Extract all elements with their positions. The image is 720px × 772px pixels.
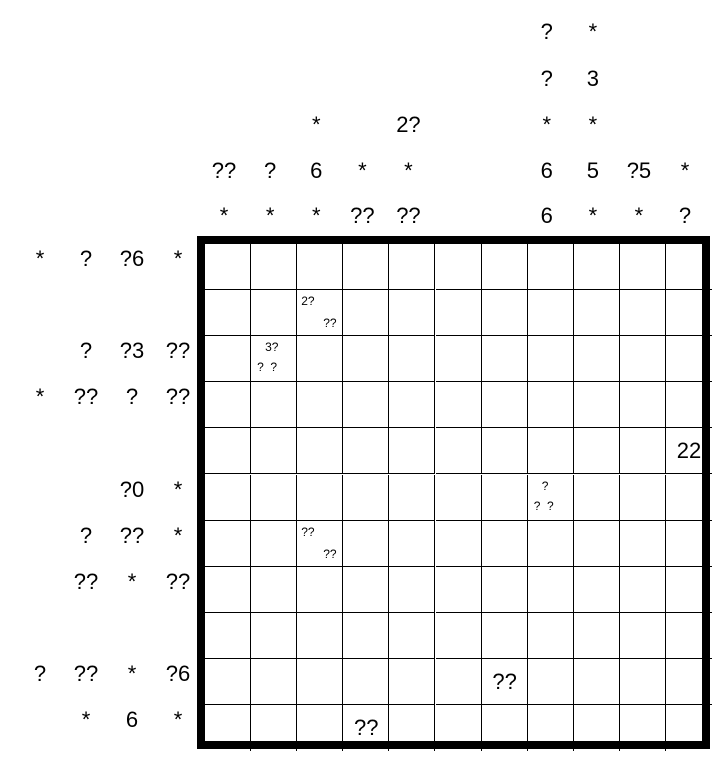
- cell-note: ? ?: [257, 360, 278, 375]
- grid-cell[interactable]: [666, 382, 712, 428]
- grid-cell[interactable]: [482, 382, 528, 428]
- column-clue: ?: [540, 19, 553, 44]
- grid-cell[interactable]: [251, 475, 297, 521]
- grid-cell[interactable]: [297, 475, 343, 521]
- row-clue: ??: [73, 660, 99, 686]
- grid-cell[interactable]: [389, 705, 435, 751]
- column-clue: *: [588, 203, 598, 228]
- grid-cell[interactable]: [666, 659, 712, 705]
- grid-cell[interactable]: [436, 613, 482, 659]
- grid-cell[interactable]: [251, 290, 297, 336]
- grid-cell[interactable]: [574, 521, 620, 567]
- grid-cell[interactable]: [666, 290, 712, 336]
- column-clue: 6: [540, 158, 553, 183]
- row-clue: ??: [165, 338, 191, 364]
- row-clue: ?0: [119, 476, 145, 502]
- column-clue: *: [588, 19, 598, 44]
- grid-cell[interactable]: [343, 613, 389, 659]
- grid-cell[interactable]: [343, 336, 389, 382]
- column-clue: *: [311, 203, 321, 228]
- cell-value: ??: [492, 668, 517, 694]
- column-clue: 5: [586, 158, 599, 183]
- column-clue: *: [311, 112, 321, 137]
- cell-value: ??: [354, 715, 379, 740]
- grid-cell[interactable]: [343, 382, 389, 428]
- column-clue: ??: [350, 203, 375, 228]
- grid-cell[interactable]: [343, 475, 389, 521]
- cell-note: ?: [541, 478, 549, 493]
- column-clue: *: [219, 203, 229, 228]
- grid-cell[interactable]: [205, 613, 251, 659]
- column-clue: ?: [678, 203, 692, 228]
- column-clue: ?: [540, 66, 553, 91]
- grid-cell[interactable]: [205, 521, 251, 567]
- row-clue: *: [127, 568, 137, 594]
- grid-cell[interactable]: [297, 428, 343, 474]
- grid-cell[interactable]: [297, 244, 343, 290]
- row-clue: ?: [33, 660, 47, 686]
- column-clue: ?5: [626, 158, 652, 183]
- row-clue: *: [127, 660, 137, 686]
- grid-cell[interactable]: [297, 705, 343, 751]
- grid-cell[interactable]: [620, 521, 666, 567]
- cell-value: 22: [676, 438, 702, 464]
- grid-cell[interactable]: [482, 705, 528, 751]
- grid-cell[interactable]: [436, 659, 482, 705]
- grid-cell[interactable]: [528, 428, 574, 474]
- grid-cell[interactable]: [389, 521, 435, 567]
- grid-cell[interactable]: [666, 613, 712, 659]
- grid-cell[interactable]: [528, 244, 574, 290]
- grid-cell[interactable]: [297, 382, 343, 428]
- grid-cell[interactable]: [205, 382, 251, 428]
- grid-cell[interactable]: [436, 336, 482, 382]
- grid-cell[interactable]: [205, 567, 251, 613]
- row-clue: *: [173, 246, 183, 272]
- grid-cell[interactable]: [574, 428, 620, 474]
- row-clue: ?6: [119, 246, 145, 272]
- grid-cell[interactable]: [251, 521, 297, 567]
- row-clue: ??: [119, 522, 145, 548]
- grid-cell[interactable]: [251, 428, 297, 474]
- grid-cell[interactable]: [574, 659, 620, 705]
- row-clue: ?6: [165, 660, 191, 686]
- column-clue: 6: [540, 203, 553, 228]
- grid-cell[interactable]: [666, 244, 712, 290]
- grid-cell[interactable]: [389, 290, 435, 336]
- grid-cell[interactable]: [528, 382, 574, 428]
- grid-cell[interactable]: [251, 567, 297, 613]
- row-clue: ??: [165, 568, 191, 594]
- grid-cell[interactable]: [620, 428, 666, 474]
- row-clue: *: [173, 522, 183, 548]
- grid-cell[interactable]: [343, 567, 389, 613]
- row-clue: ?: [79, 522, 93, 548]
- column-clue: ??: [211, 158, 237, 183]
- grid-cell[interactable]: [251, 244, 297, 290]
- column-clue: *: [588, 112, 598, 137]
- grid-cell[interactable]: [528, 336, 574, 382]
- grid-cell[interactable]: [251, 613, 297, 659]
- grid-cell[interactable]: [666, 705, 712, 751]
- grid-cell[interactable]: [205, 659, 251, 705]
- grid-cell[interactable]: [620, 336, 666, 382]
- grid-cell[interactable]: [574, 382, 620, 428]
- cell-note: 2?: [301, 294, 315, 309]
- column-clue: *: [404, 158, 413, 183]
- grid-cell[interactable]: [482, 475, 528, 521]
- grid-cell[interactable]: [205, 475, 251, 521]
- row-clue: 6: [125, 707, 139, 733]
- row-clue: *: [173, 707, 183, 733]
- grid-cell[interactable]: [482, 244, 528, 290]
- grid-cell[interactable]: [251, 382, 297, 428]
- grid-cell[interactable]: [574, 244, 620, 290]
- grid-cell[interactable]: [436, 567, 482, 613]
- grid-cell[interactable]: [205, 336, 251, 382]
- grid-cell[interactable]: [666, 521, 712, 567]
- column-clue: 2?: [396, 112, 421, 137]
- grid-cell[interactable]: [205, 244, 251, 290]
- grid-cell[interactable]: [574, 567, 620, 613]
- cell-note: ??: [301, 524, 315, 539]
- grid-cell[interactable]: [343, 244, 389, 290]
- grid-cell[interactable]: [620, 290, 666, 336]
- grid-cell[interactable]: [343, 521, 389, 567]
- row-clue: ?: [125, 384, 139, 410]
- column-clue: *: [680, 158, 690, 183]
- grid-cell[interactable]: [205, 705, 251, 751]
- grid-cell[interactable]: [343, 659, 389, 705]
- grid-cell[interactable]: [436, 428, 482, 474]
- grid-cell[interactable]: [297, 659, 343, 705]
- row-clue: *: [35, 384, 45, 410]
- grid-cell[interactable]: [436, 290, 482, 336]
- row-clue: ??: [165, 384, 191, 410]
- grid-cell[interactable]: [666, 567, 712, 613]
- grid-cell[interactable]: [389, 428, 435, 474]
- grid-cell[interactable]: [436, 475, 482, 521]
- grid-cell[interactable]: [436, 521, 482, 567]
- grid-cell[interactable]: [528, 613, 574, 659]
- grid-cell[interactable]: [574, 290, 620, 336]
- column-clue: ??: [396, 203, 421, 228]
- grid-cell[interactable]: [528, 567, 574, 613]
- grid-cell[interactable]: [574, 705, 620, 751]
- grid-cell[interactable]: [251, 659, 297, 705]
- puzzle-grid[interactable]: [197, 236, 710, 749]
- grid-cell[interactable]: [343, 428, 389, 474]
- grid-cell[interactable]: [389, 382, 435, 428]
- grid-cell[interactable]: [251, 705, 297, 751]
- grid-cell[interactable]: [620, 705, 666, 751]
- grid-cell[interactable]: [297, 567, 343, 613]
- grid-cell[interactable]: [620, 567, 666, 613]
- column-clue: *: [542, 112, 552, 137]
- row-clue: ??: [73, 384, 99, 410]
- row-clue: ?3: [119, 338, 145, 364]
- grid-cell[interactable]: [620, 475, 666, 521]
- grid-cell[interactable]: [620, 659, 666, 705]
- row-clue: *: [81, 707, 91, 733]
- grid-cell[interactable]: [482, 290, 528, 336]
- grid-cell[interactable]: [436, 382, 482, 428]
- grid-cell[interactable]: [620, 244, 666, 290]
- grid-cell[interactable]: [574, 336, 620, 382]
- grid-cell[interactable]: [482, 428, 528, 474]
- column-clue: 6: [310, 158, 323, 183]
- row-clue: ?: [79, 338, 93, 364]
- grid-cell[interactable]: [666, 475, 712, 521]
- grid-cell[interactable]: [205, 428, 251, 474]
- cell-note: ??: [323, 546, 337, 561]
- grid-cell[interactable]: [205, 290, 251, 336]
- grid-cell[interactable]: [389, 567, 435, 613]
- grid-cell[interactable]: [528, 290, 574, 336]
- cell-note: ??: [323, 316, 337, 331]
- column-clue: ?: [264, 158, 277, 183]
- row-clue: *: [35, 246, 45, 272]
- row-clue: ?: [79, 246, 93, 272]
- column-clue: *: [634, 203, 644, 228]
- column-clue: 3: [586, 66, 599, 91]
- column-clue: *: [265, 203, 275, 228]
- grid-cell[interactable]: [389, 336, 435, 382]
- column-clue: *: [358, 158, 367, 183]
- grid-cell[interactable]: [482, 567, 528, 613]
- grid-cell[interactable]: [574, 613, 620, 659]
- grid-cell[interactable]: [389, 613, 435, 659]
- grid-cell[interactable]: [343, 290, 389, 336]
- grid-cell[interactable]: [528, 521, 574, 567]
- grid-cell[interactable]: [620, 613, 666, 659]
- grid-cell[interactable]: [666, 336, 712, 382]
- row-clue: ??: [73, 568, 99, 594]
- grid-cell[interactable]: [482, 613, 528, 659]
- grid-cell[interactable]: [620, 382, 666, 428]
- grid-cell[interactable]: [436, 705, 482, 751]
- row-clue: *: [173, 476, 183, 502]
- grid-cell[interactable]: [436, 244, 482, 290]
- grid-cell[interactable]: [389, 659, 435, 705]
- grid-cell[interactable]: [297, 336, 343, 382]
- grid-cell[interactable]: [482, 336, 528, 382]
- grid-cell[interactable]: [482, 521, 528, 567]
- grid-cell[interactable]: [389, 475, 435, 521]
- cell-note: 3?: [265, 340, 279, 355]
- cell-note: ? ?: [533, 498, 554, 513]
- grid-cell[interactable]: [528, 705, 574, 751]
- grid-cell[interactable]: [574, 475, 620, 521]
- grid-cell[interactable]: [297, 613, 343, 659]
- grid-cell[interactable]: [528, 659, 574, 705]
- grid-cell[interactable]: [389, 244, 435, 290]
